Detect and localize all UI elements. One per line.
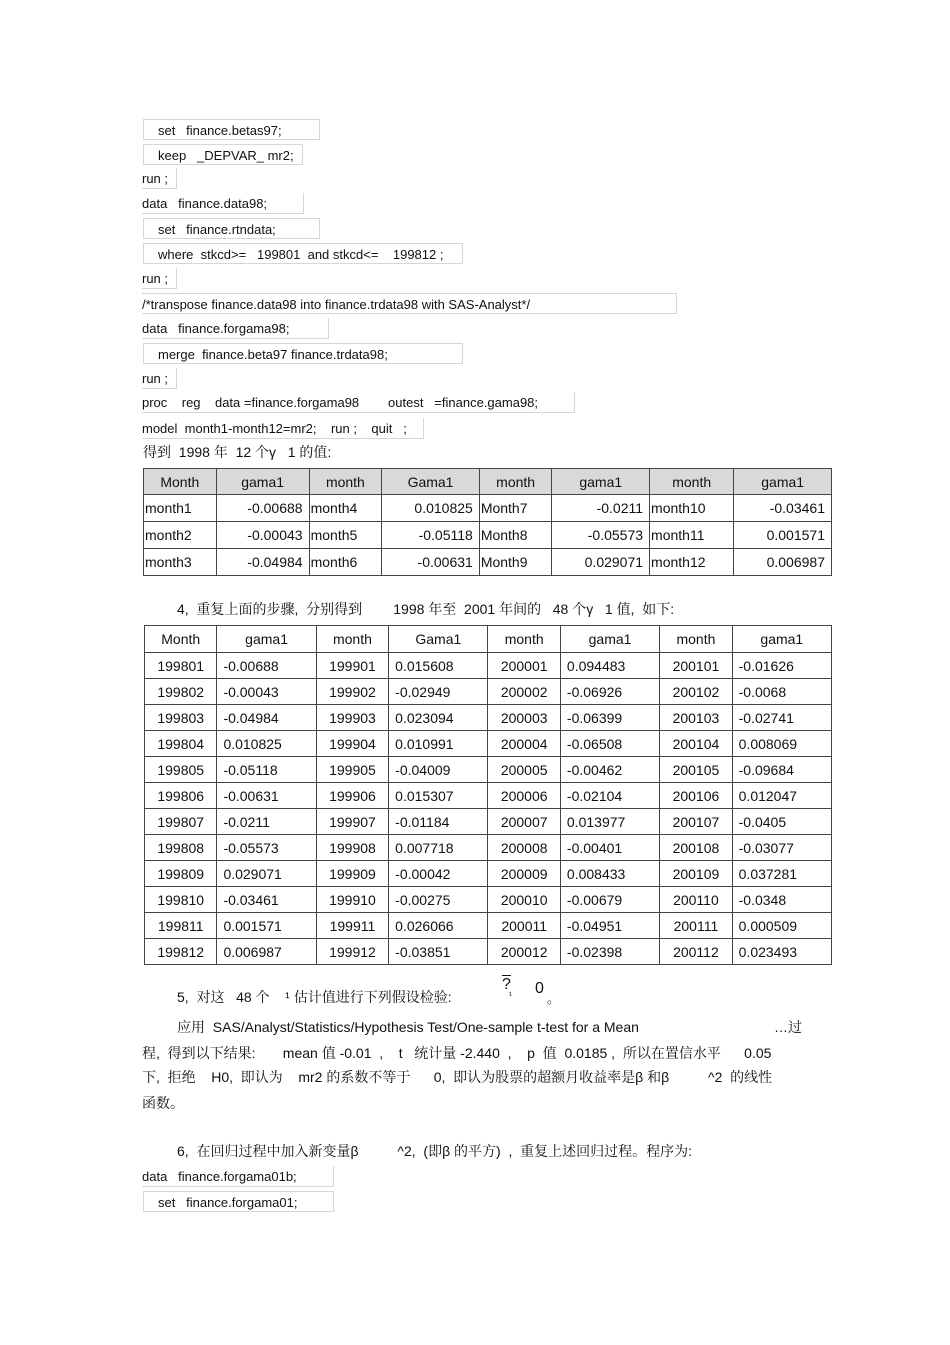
table-cell: -0.06399 (560, 705, 659, 731)
code-line: keep _DEPVAR_ mr2; (143, 144, 303, 165)
table-cell: -0.06508 (560, 731, 659, 757)
table-cell: 0.010825 (382, 495, 480, 522)
table-cell: -0.02398 (560, 939, 659, 965)
table-cell: -0.00688 (216, 495, 309, 522)
table-cell: 199907 (316, 809, 388, 835)
table-cell: month4 (309, 495, 382, 522)
table-cell: -0.02104 (560, 783, 659, 809)
table-header-row (145, 626, 832, 653)
table-header-cell: Gama1 (382, 469, 480, 495)
code-line: run ; (142, 268, 177, 289)
table-row (145, 783, 832, 809)
table-header-cell: gama1 (217, 626, 316, 653)
table-cell: Month9 (479, 549, 552, 576)
table-header-cell: gama1 (734, 469, 832, 495)
code-line: set finance.rtndata; (143, 218, 320, 239)
table-cell: 200010 (488, 887, 560, 913)
table-cell: -0.01626 (732, 653, 831, 679)
code-line: set finance.forgama01; (143, 1191, 334, 1212)
table-cell: 199906 (316, 783, 388, 809)
code-line: data finance.forgama01b; (142, 1166, 334, 1187)
table-cell: -0.05118 (217, 757, 316, 783)
table-cell: 199801 (145, 653, 217, 679)
table-cell: 199807 (145, 809, 217, 835)
table-cell: 0.010991 (389, 731, 488, 757)
table-cell: 200109 (660, 861, 732, 887)
gama1-1998-table (143, 468, 832, 576)
table-header-cell: gama1 (560, 626, 659, 653)
table-cell: 0.001571 (734, 522, 832, 549)
table-cell: -0.00043 (217, 679, 316, 705)
code-line: data finance.data98; (142, 193, 304, 214)
table-row (145, 861, 832, 887)
table-cell: 199806 (145, 783, 217, 809)
table-cell: 199908 (316, 835, 388, 861)
table-cell: 200102 (660, 679, 732, 705)
table-cell: -0.04009 (389, 757, 488, 783)
code-line: proc reg data =finance.forgama98 outest =finance.gama98; (142, 392, 575, 413)
paragraph-apply-line3: 下, 拒绝 H0, 即认为 mr2 的系数不等于 0, 即认为股票的超额月收益率是β 和β ^2 的线性 (142, 1069, 773, 1085)
table-cell: -0.00462 (560, 757, 659, 783)
table-cell: 199905 (316, 757, 388, 783)
table-cell: -0.03077 (732, 835, 831, 861)
table-cell: 199912 (316, 939, 388, 965)
table-cell: -0.05573 (552, 522, 650, 549)
table-cell: -0.00275 (389, 887, 488, 913)
table-cell: -0.00688 (217, 653, 316, 679)
table-header-cell: Month (145, 626, 217, 653)
table-cell: -0.0405 (732, 809, 831, 835)
table-cell: 200101 (660, 653, 732, 679)
table-cell: 0.006987 (217, 939, 316, 965)
paragraph-apply-line2: 程, 得到以下结果: mean 值 -0.01 , t 统计量 -2.440 , p 值 0.0185 , 所以在置信水平 0.05 (142, 1045, 772, 1061)
table-cell: month2 (144, 522, 217, 549)
table-cell: month6 (309, 549, 382, 576)
table-cell: 0.010825 (217, 731, 316, 757)
paragraph-apply-line4: 函数。 (142, 1095, 184, 1111)
table-row (145, 913, 832, 939)
table-header-row (144, 469, 832, 495)
table-cell: -0.05573 (217, 835, 316, 861)
table-row (144, 522, 832, 549)
table-row (145, 809, 832, 835)
table-cell: -0.03851 (389, 939, 488, 965)
table-cell: 0.023493 (732, 939, 831, 965)
table-header-cell: gama1 (732, 626, 831, 653)
paragraph-apply-line1-end: …过 (774, 1019, 802, 1035)
table-cell: 199902 (316, 679, 388, 705)
table-row (145, 835, 832, 861)
paragraph-step6: 6, 在回归过程中加入新变量β ^2, (即β 的平方) , 重复上述回归过程。程序为: (177, 1143, 693, 1159)
table-cell: 200005 (488, 757, 560, 783)
table-cell: 0.012047 (732, 783, 831, 809)
table-cell: -0.04951 (560, 913, 659, 939)
table-cell: 200110 (660, 887, 732, 913)
table-cell: -0.0211 (217, 809, 316, 835)
table-row (144, 495, 832, 522)
table-cell: 0.029071 (552, 549, 650, 576)
code-line: run ; (142, 168, 177, 189)
table-cell: -0.06926 (560, 679, 659, 705)
table-cell: -0.01184 (389, 809, 488, 835)
table-cell: 199901 (316, 653, 388, 679)
table-cell: 200104 (660, 731, 732, 757)
table-cell: 199910 (316, 887, 388, 913)
table-cell: -0.00042 (389, 861, 488, 887)
table-cell: -0.0068 (732, 679, 831, 705)
table-cell: 200003 (488, 705, 560, 731)
table-cell: 0.029071 (217, 861, 316, 887)
table-cell: -0.04984 (216, 549, 309, 576)
table-cell: 200011 (488, 913, 560, 939)
table-cell: 200106 (660, 783, 732, 809)
table-cell: 199909 (316, 861, 388, 887)
table-cell: 199809 (145, 861, 217, 887)
table-cell: 0.023094 (389, 705, 488, 731)
table-cell: 199804 (145, 731, 217, 757)
paragraph-step4: 4, 重复上面的步骤, 分别得到 1998 年至 2001 年间的 48 个γ 1 值, 如下: (177, 601, 675, 617)
table-cell: 199803 (145, 705, 217, 731)
table-row (144, 549, 832, 576)
paragraph-1998-result: 得到 1998 年 12 个γ 1 的值: (143, 444, 332, 460)
table-row (145, 887, 832, 913)
table-cell: month10 (650, 495, 734, 522)
table-cell: 200009 (488, 861, 560, 887)
table-cell: -0.00043 (216, 522, 309, 549)
table-cell: 0.006987 (734, 549, 832, 576)
table-row (145, 731, 832, 757)
gama1-48-months-table (144, 625, 832, 965)
table-row (145, 757, 832, 783)
table-cell: 0.026066 (389, 913, 488, 939)
table-cell: 0.000509 (732, 913, 831, 939)
table-row (145, 705, 832, 731)
table-cell: 0.007718 (389, 835, 488, 861)
table-cell: 199903 (316, 705, 388, 731)
table-cell: 200001 (488, 653, 560, 679)
table-cell: 200006 (488, 783, 560, 809)
table-cell: Month8 (479, 522, 552, 549)
table-cell: month12 (650, 549, 734, 576)
table-cell: month11 (650, 522, 734, 549)
code-comment-line: /*transpose finance.data98 into finance.trdata98 with SAS-Analyst*/ (142, 293, 677, 314)
hypothesis-symbol: ? (502, 976, 511, 993)
table-cell: -0.00401 (560, 835, 659, 861)
table-cell: 199911 (316, 913, 388, 939)
table-header-cell: gama1 (216, 469, 309, 495)
paragraph-apply-line1: 应用 SAS/Analyst/Statistics/Hypothesis Test/One-sample t-test for a Mean (177, 1019, 639, 1035)
table-cell: -0.05118 (382, 522, 480, 549)
table-header-cell: month (650, 469, 734, 495)
table-cell: 199808 (145, 835, 217, 861)
table-header-cell: month (488, 626, 560, 653)
table-cell: 200103 (660, 705, 732, 731)
table-cell: 200111 (660, 913, 732, 939)
table-cell: month5 (309, 522, 382, 549)
table-cell: -0.03461 (217, 887, 316, 913)
table-header-cell: month (479, 469, 552, 495)
table-header-cell: month (309, 469, 382, 495)
table-cell: 200112 (660, 939, 732, 965)
table-row (145, 939, 832, 965)
table-cell: 199812 (145, 939, 217, 965)
table-cell: -0.03461 (734, 495, 832, 522)
table-cell: 200012 (488, 939, 560, 965)
table-cell: 199802 (145, 679, 217, 705)
table-cell: Month7 (479, 495, 552, 522)
table-cell: -0.09684 (732, 757, 831, 783)
table-cell: -0.0211 (552, 495, 650, 522)
table-cell: 0.001571 (217, 913, 316, 939)
table-cell: 0.094483 (560, 653, 659, 679)
table-cell: 200105 (660, 757, 732, 783)
table-cell: 200008 (488, 835, 560, 861)
table-cell: 0.015307 (389, 783, 488, 809)
table-cell: 200002 (488, 679, 560, 705)
table-header-cell: month (316, 626, 388, 653)
table-header-cell: month (660, 626, 732, 653)
table-cell: -0.02741 (732, 705, 831, 731)
code-line: data finance.forgama98; (142, 318, 329, 339)
table-cell: -0.00631 (217, 783, 316, 809)
code-line: set finance.betas97; (143, 119, 320, 140)
code-line: model month1-month12=mr2; run ; quit ; (142, 418, 424, 439)
table-header-cell: Gama1 (389, 626, 488, 653)
table-cell: 0.013977 (560, 809, 659, 835)
paragraph-step5: 5, 对这 48 个 ¹ 估计值进行下列假设检验: (177, 989, 452, 1005)
table-cell: 200004 (488, 731, 560, 757)
table-cell: 200107 (660, 809, 732, 835)
table-cell: 0.008433 (560, 861, 659, 887)
table-cell: 199904 (316, 731, 388, 757)
table-cell: -0.00679 (560, 887, 659, 913)
hypothesis-zero: 0 (535, 980, 544, 997)
table-cell: 199810 (145, 887, 217, 913)
table-cell: -0.04984 (217, 705, 316, 731)
table-cell: month3 (144, 549, 217, 576)
code-line: run ; (142, 368, 177, 389)
hypothesis-period: 。 (547, 991, 561, 1006)
table-cell: 199805 (145, 757, 217, 783)
table-header-cell: Month (144, 469, 217, 495)
table-cell: 200007 (488, 809, 560, 835)
table-header-cell: gama1 (552, 469, 650, 495)
table-cell: 0.015608 (389, 653, 488, 679)
code-line: where stkcd>= 199801 and stkcd<= 199812 ; (143, 243, 463, 264)
table-row (145, 679, 832, 705)
table-cell: -0.0348 (732, 887, 831, 913)
code-line: merge finance.beta97 finance.trdata98; (143, 343, 463, 364)
table-cell: 199811 (145, 913, 217, 939)
table-cell: -0.00631 (382, 549, 480, 576)
table-row (145, 653, 832, 679)
table-cell: 200108 (660, 835, 732, 861)
table-cell: 0.037281 (732, 861, 831, 887)
table-cell: 0.008069 (732, 731, 831, 757)
hypothesis-subscript: ¹ (509, 990, 512, 1000)
table-cell: -0.02949 (389, 679, 488, 705)
table-cell: month1 (144, 495, 217, 522)
